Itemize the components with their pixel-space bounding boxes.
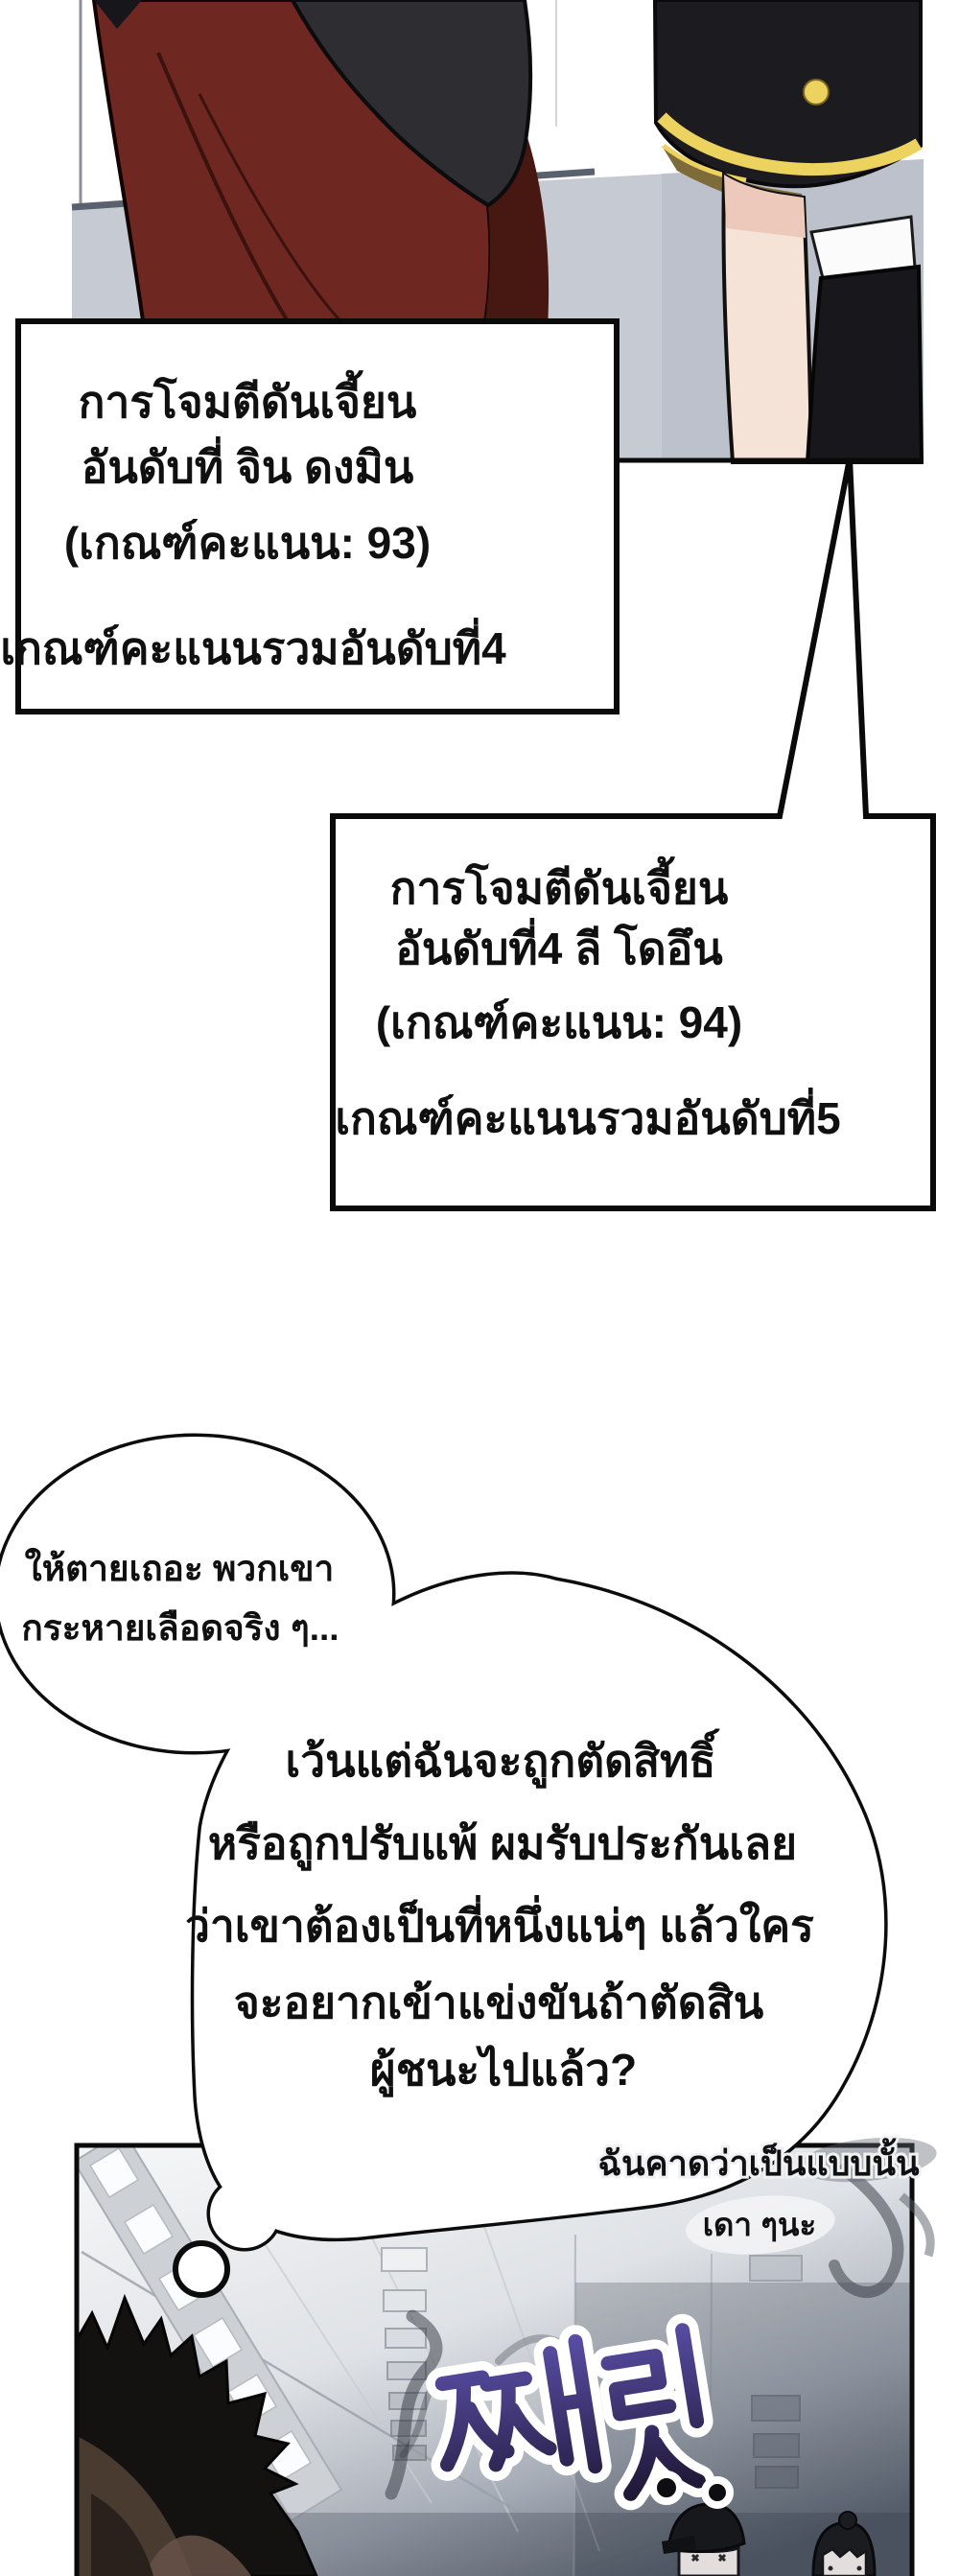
ceiling-light-faint (750, 2256, 802, 2281)
thought-small-line: กระหายเลือดจริง ๆ... (21, 1608, 339, 1648)
sfx-dot (705, 2480, 730, 2505)
sfx-glyph-stroke (608, 2355, 669, 2415)
dungeon-box-1-line: เกณฑ์คะแนนรวมอันดับที่4 (0, 623, 506, 673)
ceiling-light (382, 2248, 427, 2271)
caption-line-2: เดา ๆนะ (702, 2207, 817, 2242)
onlooker-cap-eye-left (692, 2555, 698, 2561)
caption-line-1: ฉันคาดว่าเป็นแบบนั้น (597, 2143, 920, 2183)
thought-small-line: ให้ตายเถอะ พวกเขา (24, 1549, 335, 1588)
dungeon-box-2-line: การโจมตีดันเจี้ยน (389, 863, 729, 913)
thought-large-line: หรือถูกปรับแพ้ ผมรับประกันเลย (207, 1818, 798, 1868)
thought-large-line: ผู้ชนะไปแล้ว? (369, 2045, 638, 2095)
character-left (94, 0, 549, 328)
dungeon-box-1-line: (เกณฑ์คะแนน: 93) (63, 518, 432, 568)
onlooker-bob-eye-right (857, 2566, 862, 2571)
dungeon-box-1 (0, 321, 617, 712)
dungeon-box-2-line: เกณฑ์คะแนนรวมอันดับที่5 (335, 1093, 841, 1143)
thought-large-line: เว้นแต่ฉันจะถูกตัดสิทธิ์ (285, 1736, 716, 1786)
dungeon-box-2-line: (เกณฑ์คะแนน: 94) (375, 997, 743, 1047)
sfx-dot (653, 2474, 680, 2501)
thought-large-line: จะอยากเข้าแข่งขันถ้าตัดสิน (233, 1978, 764, 2027)
dungeon-box-1-line: การโจมตีดันเจี้ยน (78, 377, 417, 427)
cape-gold-button (804, 80, 829, 105)
pants (807, 267, 922, 462)
ceiling-light (386, 2329, 426, 2348)
onlooker-cap-eye-right (719, 2555, 725, 2561)
dungeon-box-2-line: อันดับที่4 ลี โดอึน (395, 924, 723, 973)
onlooker-bob-eye-left (829, 2566, 833, 2571)
dungeon-box-1-line: อันดับที่ จิน ดงมิน (81, 442, 414, 492)
ceiling-light (384, 2290, 426, 2311)
thought-large-line: ว่าเขาต้องเป็นที่หนึ่งแน่ๆ แล้วใคร (185, 1901, 814, 1951)
thought-bubble-trail-circle (175, 2243, 227, 2295)
thought-bubble-bump (210, 2179, 279, 2248)
onlooker-bob-bun (839, 2512, 856, 2529)
